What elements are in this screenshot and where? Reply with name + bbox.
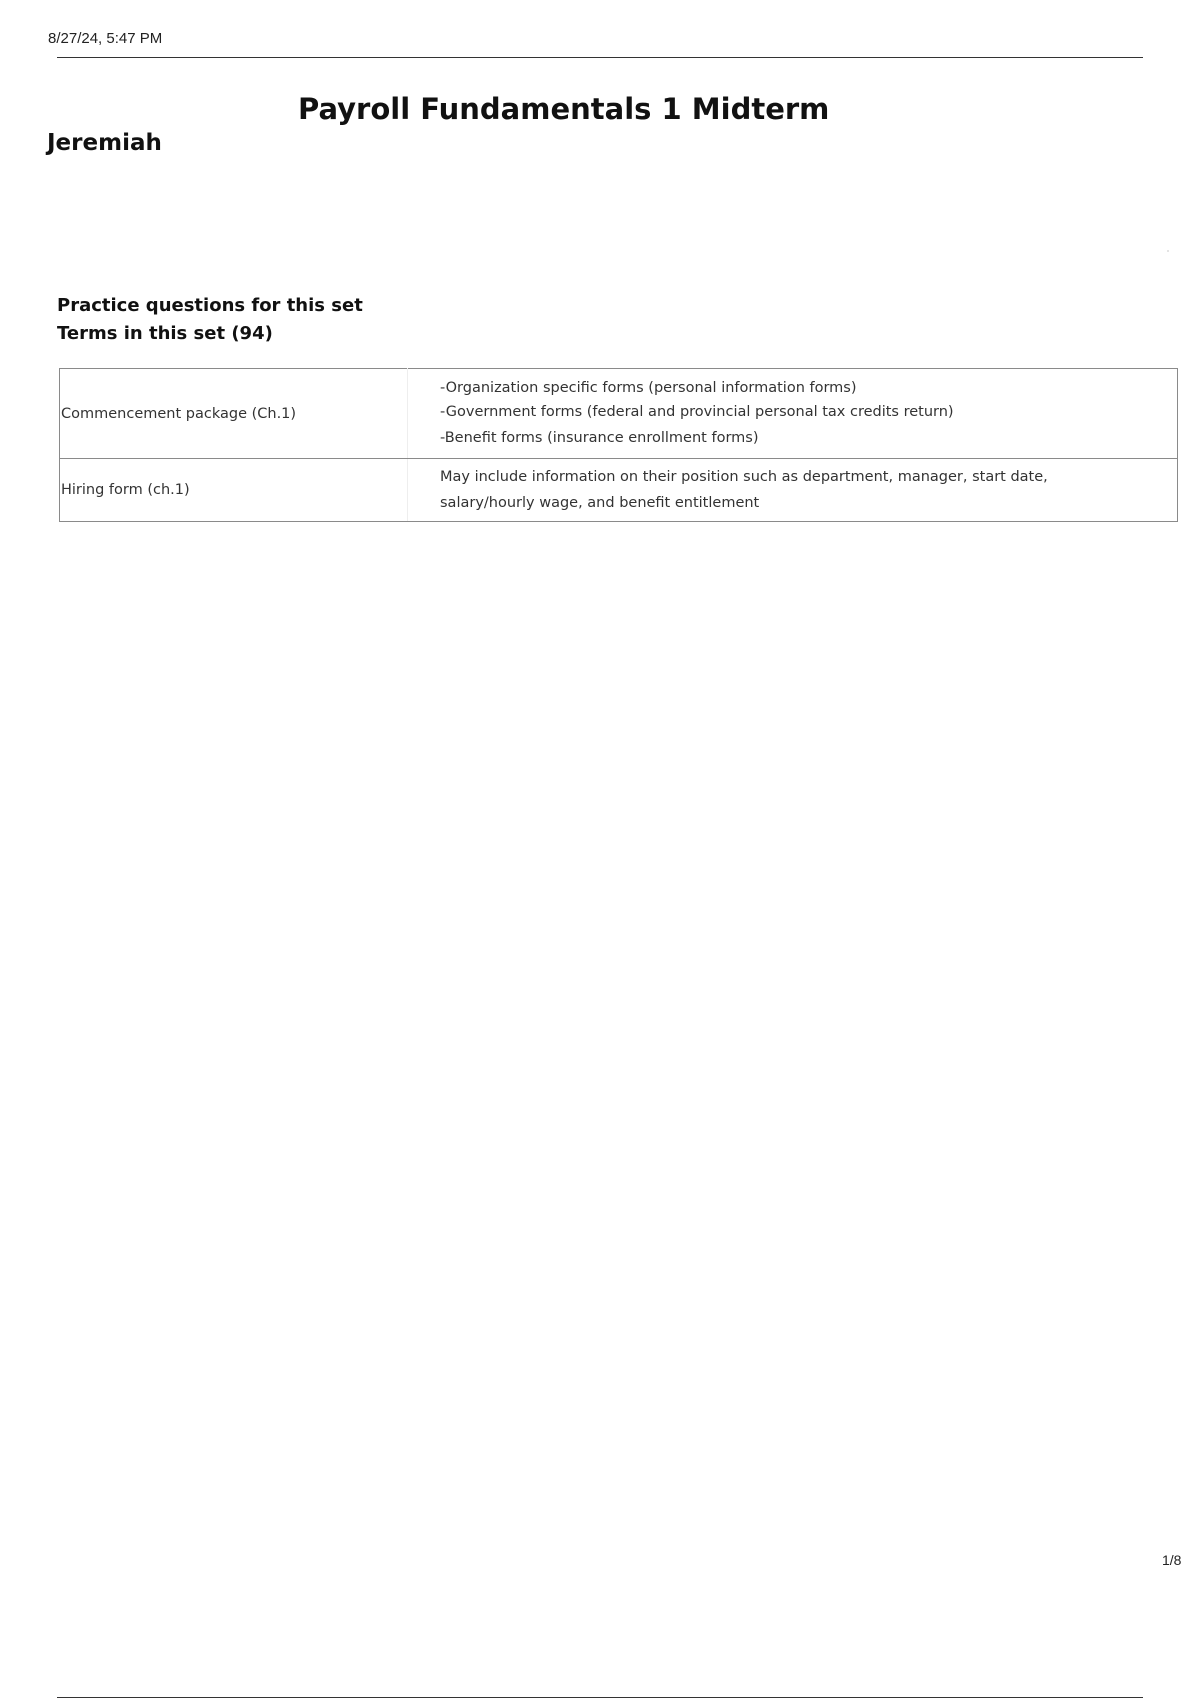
definition-line: -Government forms (federal and provincial personal tax credits return) — [440, 403, 954, 420]
definition-cell — [408, 459, 1178, 522]
definition-line: May include information on their position such as department, manager, start date, — [440, 469, 1048, 485]
scan-artifact — [1167, 250, 1169, 252]
term-cell — [60, 459, 408, 522]
definition-cell — [408, 369, 1178, 459]
page-number: 1/8 — [1162, 1552, 1182, 1568]
terms-table — [59, 368, 1178, 522]
term-text: Hiring form (ch.1) — [61, 482, 190, 498]
footer-divider — [57, 1697, 1143, 1698]
term-cell — [60, 369, 408, 459]
term-text: Commencement package (Ch.1) — [61, 405, 297, 422]
page-title: Payroll Fundamentals 1 Midterm — [298, 92, 830, 126]
terms-count-heading: Terms in this set (94) — [57, 323, 273, 344]
definition-line: -Organization specific forms (personal information forms) — [440, 379, 857, 396]
practice-questions-link[interactable]: Practice questions for this set — [57, 295, 363, 316]
header-divider — [57, 57, 1143, 58]
definition-line: -Benefit forms (insurance enrollment forms) — [440, 429, 759, 446]
print-header-date: 8/27/24, 5:47 PM — [48, 30, 163, 47]
author-name: Jeremiah — [47, 130, 162, 156]
definition-line: salary/hourly wage, and benefit entitlement — [440, 495, 760, 511]
table-row — [60, 459, 1178, 522]
table-row — [60, 369, 1178, 459]
